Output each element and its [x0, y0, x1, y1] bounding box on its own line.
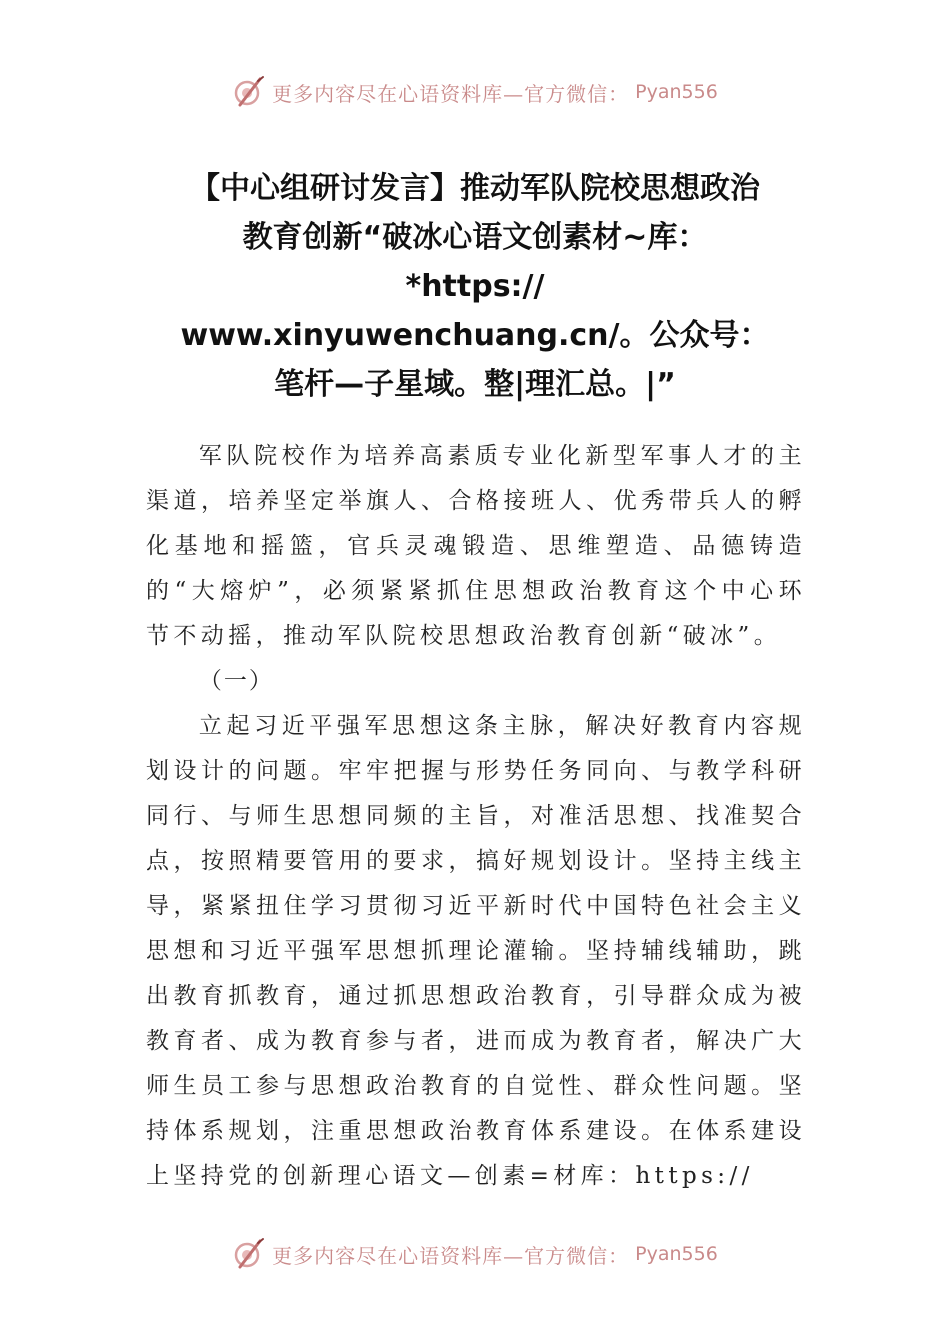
title-line: 【中心组研讨发言】推动军队院校思想政治 — [190, 171, 760, 206]
section-heading: （一） — [198, 668, 274, 694]
header-banner — [0, 72, 950, 112]
brush-logo-icon — [232, 1237, 266, 1271]
brush-logo-icon — [232, 75, 266, 109]
body-paragraph: 军队院校作为培养高素质专业化新型军事人才的主渠道，培养坚定举旗人、合格接班人、优秀带兵人的孵化基地和摇篮，官兵灵魂锻造、思维塑造、品德铸造的“大熔炉”，必须紧紧抓住思想政治教育这个中心环节不动摇，推动军队院校思想政治教育创新“破冰”。 — [146, 443, 806, 649]
banner-wechat-id: Pyan556 — [635, 81, 718, 103]
banner-wechat-id: Pyan556 — [635, 1243, 718, 1265]
banner-text: 更多内容尽在心语资料库—官方微信： — [272, 81, 630, 106]
title-line: 教育创新“破冰心语文创素材~库： — [242, 220, 708, 255]
title-line: 笔杆—子星域。整|理汇总。|” — [274, 367, 676, 402]
document-title — [110, 164, 840, 409]
banner-text: 更多内容尽在心语资料库—官方微信： — [272, 1243, 630, 1268]
footer-banner — [0, 1234, 950, 1274]
title-line: *https:// — [405, 269, 545, 304]
title-line: www.xinyuwenchuang.cn/。公众号： — [180, 318, 770, 353]
body-paragraph: 立起习近平强军思想这条主脉，解决好教育内容规划设计的问题。牢牢把握与形势任务同向、与教学科研同行、与师生思想同频的主旨，对准活思想、找准契合点，按照精要管用的要求，搞好规划设计。坚持主线主导，紧紧扭住学习贯彻习近平新时代中国特色社会主义思想和习近平强军思想抓理论灌输。坚持辅线辅助，跳出教育抓教育，通过抓思想政治教育，引导群众成为被教育者、成为教育参与者，进而成为教育者，解决广大师生员工参与思想政治教育的自觉性、群众性问题。坚持体系规划，注重思想政治教育体系建设。在体系建设上坚持党的创新理心语文—创素=材库：https:// — [146, 713, 806, 1189]
document-body — [146, 434, 806, 1199]
